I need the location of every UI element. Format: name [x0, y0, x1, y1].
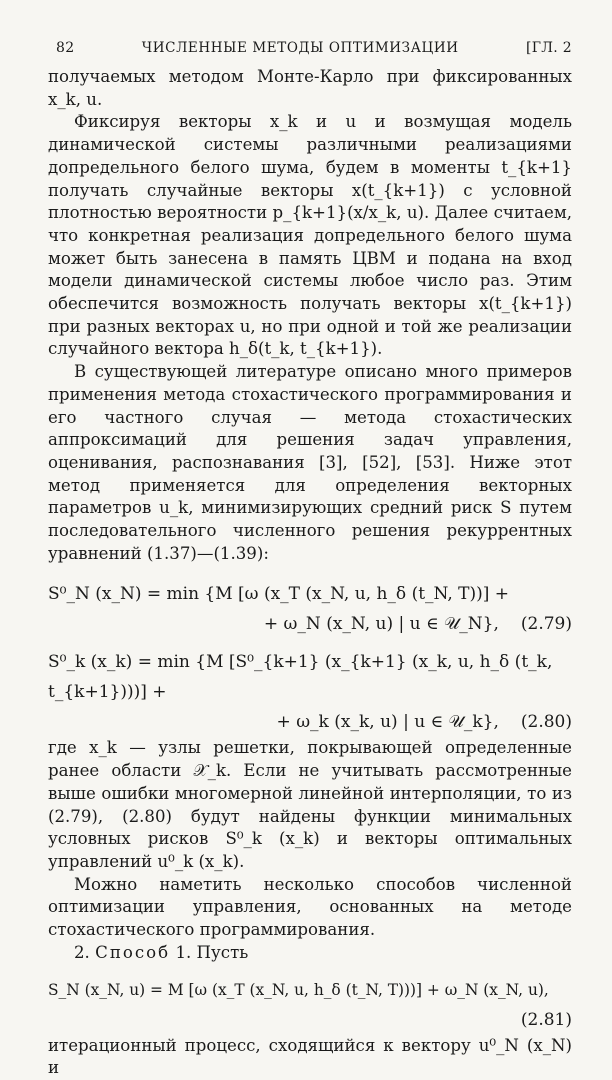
paragraph-3: В существующей литературе описано много примеров применения метода стохастического программирования и его частного случая — метода стохастических аппроксимаций для решения задач управления, оценивания, распознавания [3], [52], [53]. Ниже этот метод применяется для определения векторных параметров u_k, минимизирующих средний риск S путем последовательного численного решения рекуррентных уравнений (1.37)—(1.39):	[48, 362, 572, 563]
paragraph-2: Фиксируя векторы x_k и u и возмущая модель динамической системы различными реализациями допредельного белого шума, будем в моменты t_{k+1} получать случайные векторы x(t_{k+1}) с условной плотностью вероятности p_{k+1}(x/x_k, u). Далее считаем, что конкретная реализация допредельного белого шума может быть занесена в память ЦВМ и подана на вход модели динамической системы любое число раз. Этим обеспечится возможность получать векторы x(t_{k+1}) при разных векторах u, но при одной и той же реализации случайного вектора h_δ(t_k, t_{k+1}).	[48, 112, 572, 359]
page-body	[48, 66, 572, 1080]
equation-2-80-line-2	[48, 707, 572, 737]
equation-2-79-line-1: S⁰_N (x_N) = min {M [ω (x_T (x_N, u, h_δ (t_N, T))] +	[48, 584, 510, 605]
equation-2-79-rhs: + ω_N (x_N, u) | u ∈ 𝒰_N},	[263, 614, 499, 635]
equation-number: (2.80)	[520, 712, 572, 733]
chapter-label: [ГЛ. 2	[525, 40, 572, 56]
equation-2-81	[48, 975, 572, 1035]
running-title: ЧИСЛЕННЫЕ МЕТОДЫ ОПТИМИЗАЦИИ	[141, 40, 459, 56]
paragraph-4: где x_k — узлы решетки, покрывающей определенные ранее области 𝒳_k. Если не учитывать рассмотренные выше ошибки многомерной линейной интерполяции, то из (2.79), (2.80) будут найдены функции минимальных условных рисков S⁰_k (x_k) и векторы оптимальных управлений u⁰_k (x_k).	[48, 738, 572, 871]
page-number: 82	[56, 40, 75, 56]
equation-2-81-line-1: S_N (x_N, u) = M [ω (x_T (x_N, u, h_δ (t_N, T)))] + ω_N (x_N, u),	[48, 980, 549, 999]
equation-2-79	[48, 579, 572, 639]
equation-2-80	[48, 647, 572, 737]
paragraph-1: получаемых методом Монте-Карло при фиксированных x_k, u.	[48, 67, 572, 109]
running-header	[56, 40, 572, 56]
equation-2-79-line-2	[48, 609, 572, 639]
paragraph-5: Можно наметить несколько способов численной оптимизации управления, основанных на методе стохастического программирования.	[48, 874, 572, 940]
method-number: 2.	[74, 942, 90, 962]
paragraph-6: итерационный процесс, сходящийся к вектору u⁰_N (x_N) и	[48, 1035, 572, 1078]
method-word: Способ	[95, 942, 171, 962]
equation-2-81-number: (2.81)	[520, 1009, 572, 1030]
method-heading	[48, 942, 572, 965]
method-rest: 1. Пусть	[175, 942, 249, 962]
equation-number: (2.79)	[520, 614, 572, 635]
equation-2-80-rhs: + ω_k (x_k, u) | u ∈ 𝒰_k},	[276, 712, 499, 733]
equation-2-80-line-1: S⁰_k (x_k) = min {M [S⁰_{k+1} (x_{k+1} (x_k, u, h_δ (t_k, t_{k+1})))] +	[48, 652, 553, 703]
